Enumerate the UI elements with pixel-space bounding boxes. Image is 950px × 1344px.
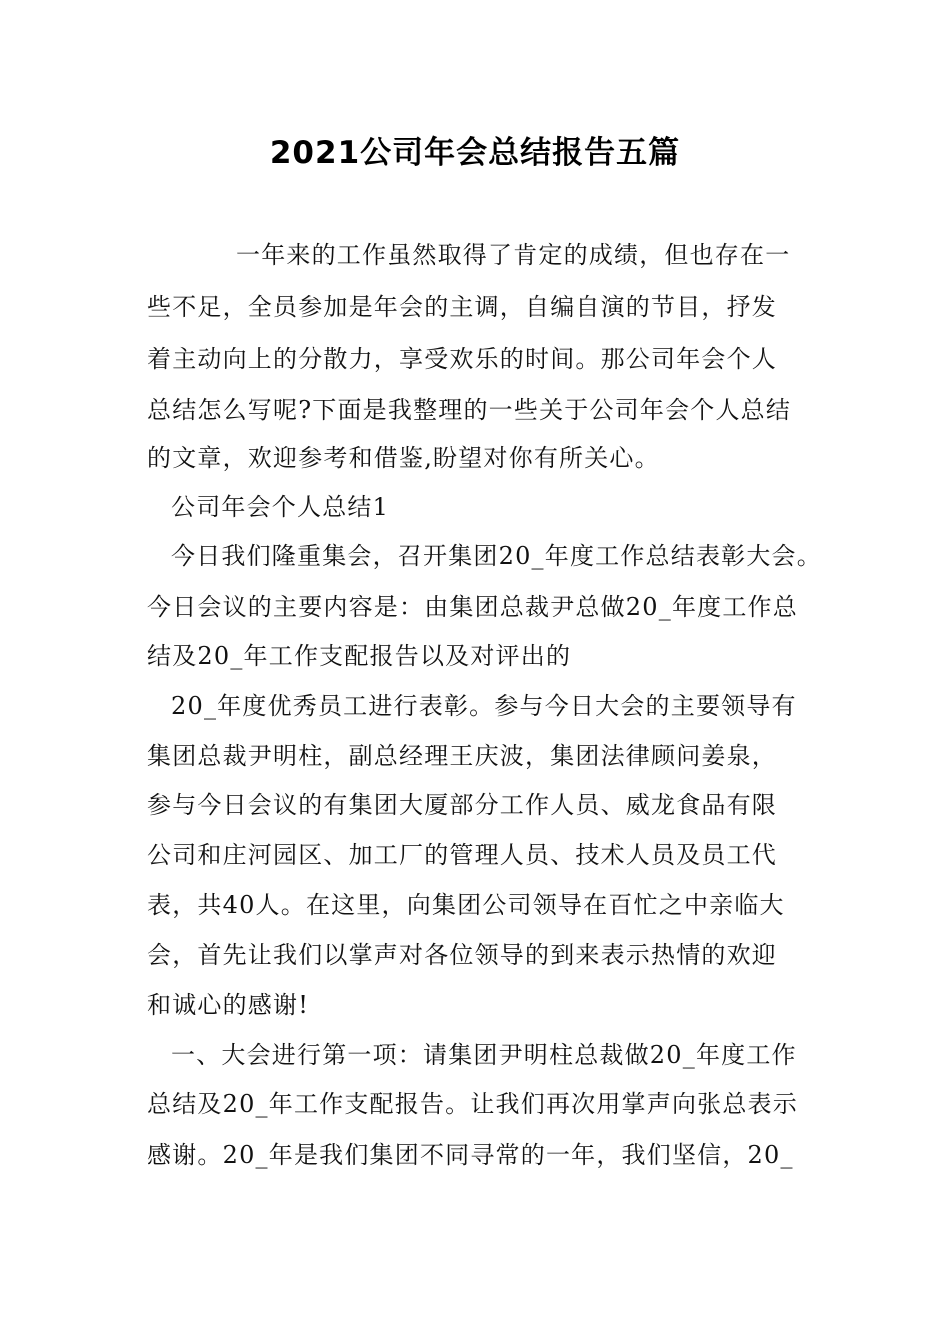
paragraph-line: 今日会议的主要内容是：由集团总裁尹总做20_年度工作总 (147, 593, 798, 621)
section-heading: 公司年会个人总结1 (171, 493, 390, 521)
paragraph-line: 会，首先让我们以掌声对各位领导的到来表示热情的欢迎 (147, 941, 777, 969)
paragraph-line: 一年来的工作虽然取得了肯定的成绩，但也存在一 (236, 241, 791, 269)
paragraph-line: 着主动向上的分散力，享受欢乐的时间。那公司年会个人 (147, 345, 777, 373)
paragraph-line: 和诚心的感谢! (147, 991, 310, 1019)
paragraph-line: 集团总裁尹明柱，副总经理王庆波，集团法律顾问姜泉， (147, 742, 777, 770)
paragraph-line: 一、大会进行第一项：请集团尹明柱总裁做20_年度工作 (171, 1041, 797, 1069)
paragraph-line: 公司和庄河园区、加工厂的管理人员、技术人员及员工代 (147, 841, 777, 869)
paragraph-line: 结及20_年工作支配报告以及对评出的 (147, 642, 572, 670)
paragraph-line: 总结及20_年工作支配报告。让我们再次用掌声向张总表示 (147, 1090, 798, 1118)
paragraph-line: 今日我们隆重集会，召开集团20_年度工作总结表彰大会。 (171, 542, 822, 570)
paragraph-line: 表，共40人。在这里，向集团公司领导在百忙之中亲临大 (147, 891, 785, 919)
paragraph-line: 参与今日会议的有集团大厦部分工作人员、威龙食品有限 (147, 791, 777, 819)
paragraph-line: 感谢。20_年是我们集团不同寻常的一年，我们坚信，20_ (147, 1141, 794, 1169)
paragraph-line: 些不足，全员参加是年会的主调，自编自演的节目，抒发 (147, 293, 777, 321)
document-title: 2021公司年会总结报告五篇 (269, 135, 681, 171)
paragraph-line: 总结怎么写呢?下面是我整理的一些关于公司年会个人总结 (147, 396, 792, 424)
paragraph-line: 的文章，欢迎参考和借鉴,盼望对你有所关心。 (147, 444, 660, 472)
paragraph-line: 20_年度优秀员工进行表彰。参与今日大会的主要领导有 (171, 692, 797, 720)
